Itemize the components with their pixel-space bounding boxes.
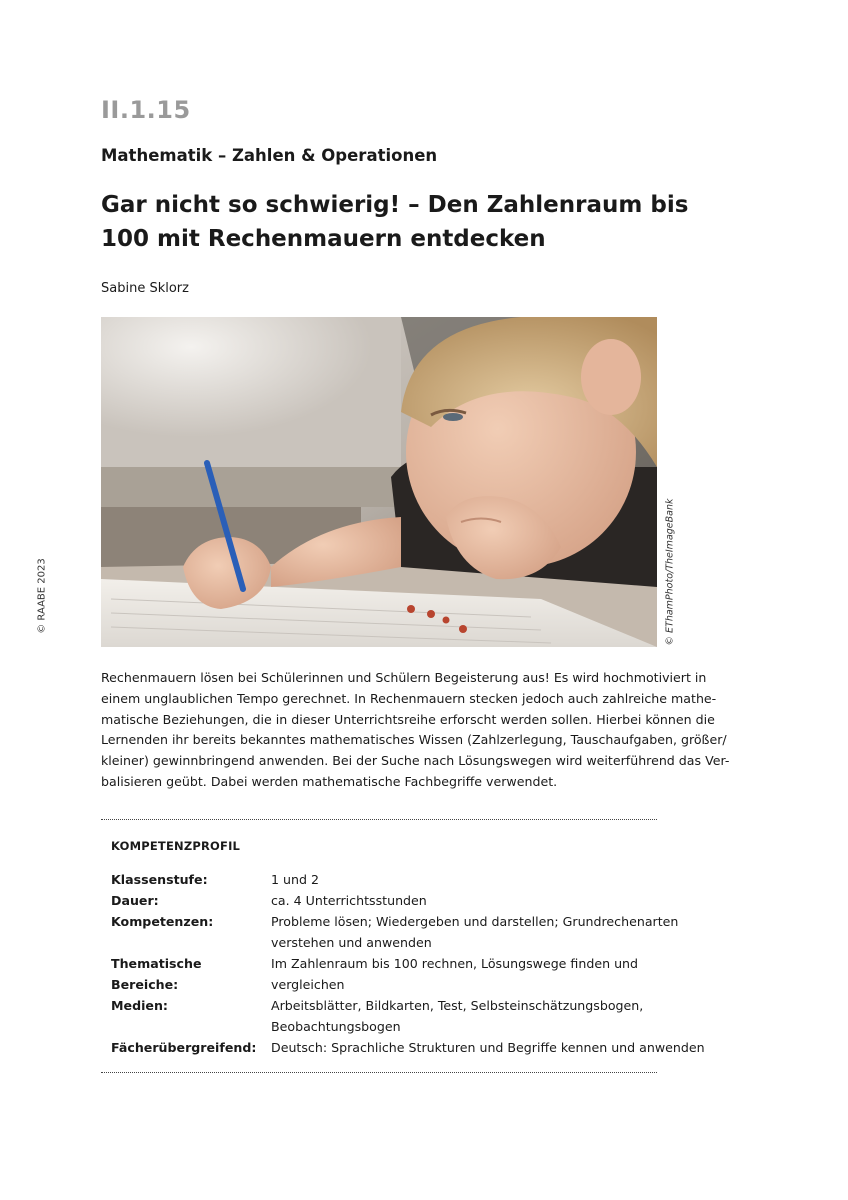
intro-line: kleiner) gewinnbringend anwenden. Bei der Suche nach Lösungswegen wird weiterführend das Ver- <box>101 753 730 769</box>
profile-row <box>111 911 679 953</box>
profile-value-line: Beobachtungsbogen <box>271 1019 401 1034</box>
cover-photo <box>101 317 657 647</box>
profile-label: Kompetenzen: <box>111 914 214 929</box>
profile-value-line: Probleme lösen; Wiedergeben und darstellen; Grundrechenarten <box>271 914 679 929</box>
title-line-1: Gar nicht so schwierig! – Den Zahlenraum bis <box>101 192 689 218</box>
profile-value <box>271 911 678 953</box>
profile-value-line: vergleichen <box>271 977 345 992</box>
intro-line: matische Beziehungen, die in dieser Unterrichtsreihe erforscht werden sollen. Hierbei können die <box>101 711 715 727</box>
profile-value <box>271 995 657 1037</box>
divider-top <box>101 819 657 820</box>
profile-value-line: 1 und 2 <box>271 872 319 887</box>
profile-label: Dauer: <box>111 893 159 908</box>
profile-label: Fächerübergreifend: <box>111 1040 257 1055</box>
intro-line: Lernenden ihr bereits bekanntes mathematisches Wissen (Zahlzerlegung, Tauschaufgaben, größer/ <box>101 732 727 748</box>
profile-value-line: Deutsch: Sprachliche Strukturen und Begriffe kennen und anwenden <box>271 1040 705 1055</box>
page-title <box>101 188 689 256</box>
intro-line: balisieren geübt. Dabei werden mathematische Fachbegriffe verwendet. <box>101 773 558 789</box>
profile-value <box>271 953 657 995</box>
profile-heading: KOMPETENZPROFIL <box>111 839 241 853</box>
profile-value-line: Im Zahlenraum bis 100 rechnen, Lösungswege finden und <box>271 956 639 971</box>
profile-value-line: ca. 4 Unterrichtsstunden <box>271 893 427 908</box>
competence-profile <box>111 869 705 1058</box>
child-writing-illustration <box>101 317 657 647</box>
profile-label: Medien: <box>111 998 168 1013</box>
profile-value <box>271 869 657 890</box>
profile-row <box>111 995 657 1037</box>
document-id: II.1.15 <box>101 96 191 124</box>
title-line-2: 100 mit Rechenmauern entdecken <box>101 226 546 252</box>
photo-credit-text: © EThamPhoto/TheImageBank <box>664 498 676 646</box>
intro-paragraph <box>101 668 730 793</box>
side-copyright-text: © RAABE 2023 <box>36 558 48 634</box>
profile-row <box>111 1037 705 1058</box>
profile-row <box>111 869 657 890</box>
intro-line: einem unglaublichen Tempo gerechnet. In Rechenmauern stecken jedoch auch zahlreiche mathe- <box>101 690 717 706</box>
profile-label: Thematische Bereiche: <box>111 956 202 992</box>
divider-bottom <box>101 1072 657 1073</box>
profile-value <box>271 1037 705 1058</box>
profile-row <box>111 953 657 995</box>
profile-value-line: verstehen und anwenden <box>271 935 432 950</box>
intro-line: Rechenmauern lösen bei Schülerinnen und Schülern Begeisterung aus! Es wird hochmotiviert in <box>101 670 707 685</box>
author: Sabine Sklorz <box>101 281 189 296</box>
profile-value-line: Arbeitsblätter, Bildkarten, Test, Selbsteinschätzungsbogen, <box>271 998 644 1013</box>
profile-label: Klassenstufe: <box>111 872 208 887</box>
subject-heading: Mathematik – Zahlen & Operationen <box>101 146 438 165</box>
profile-value <box>271 890 657 911</box>
profile-row <box>111 890 657 911</box>
